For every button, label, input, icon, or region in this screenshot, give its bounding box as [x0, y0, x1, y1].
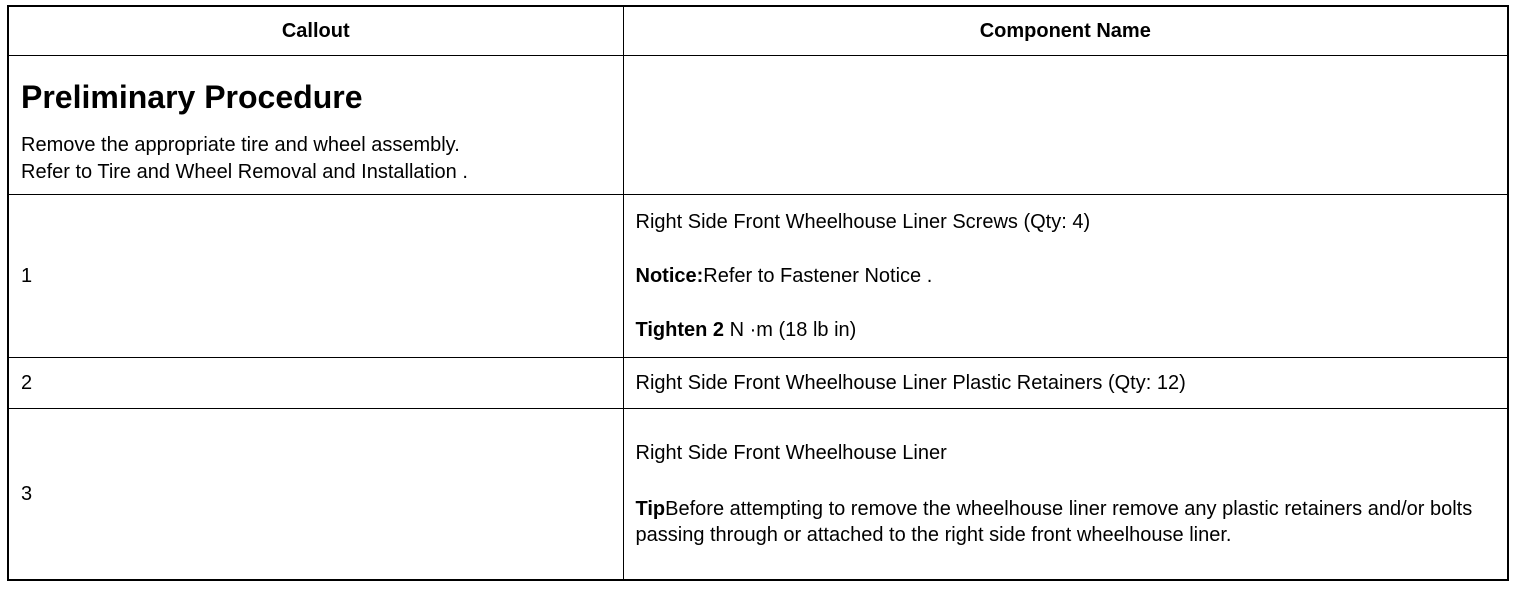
- tip-label: Tip: [635, 498, 666, 520]
- notice-text[interactable]: Refer to Fastener Notice .: [703, 265, 933, 287]
- tighten-paragraph: [636, 317, 1496, 343]
- preliminary-row: [8, 56, 1508, 195]
- tighten-label: Tighten: [635, 319, 708, 341]
- callout-cell: 1: [8, 195, 623, 358]
- notice-label: Notice:: [635, 265, 704, 287]
- component-cell: [623, 409, 1508, 581]
- header-component-name: Component Name: [623, 6, 1508, 56]
- component-name: Right Side Front Wheelhouse Liner Plastic Retainers (Qty: 12): [635, 372, 1186, 394]
- component-name: Right Side Front Wheelhouse Liner: [635, 442, 947, 464]
- preliminary-title: Preliminary Procedure: [21, 79, 363, 115]
- header-callout: Callout: [8, 6, 623, 56]
- tighten-spec: N ·m (18 lb in): [724, 319, 857, 341]
- component-name: Right Side Front Wheelhouse Liner Screws (Qty: 4): [635, 211, 1091, 233]
- component-cell: [623, 195, 1508, 358]
- preliminary-cell: [8, 56, 623, 195]
- callout-cell: 2: [8, 358, 623, 409]
- preliminary-empty-cell: [623, 56, 1508, 195]
- preliminary-line-1: Remove the appropriate tire and wheel assembly.: [21, 134, 460, 156]
- table-row: [8, 358, 1508, 409]
- callout-cell: 3: [8, 409, 623, 581]
- table-header-row: [8, 6, 1508, 56]
- table-row: [8, 195, 1508, 358]
- tip-text: Before attempting to remove the wheelhouse liner remove any plastic retainers and/or bolts passing through or attached to the right side front wheelhouse liner.: [635, 498, 1473, 546]
- preliminary-text: [21, 132, 611, 186]
- preliminary-line-2[interactable]: Refer to Tire and Wheel Removal and Installation .: [21, 161, 468, 183]
- procedure-table: [7, 5, 1509, 581]
- tip-paragraph: [636, 496, 1496, 548]
- tighten-value: 2: [707, 319, 725, 341]
- table-row: [8, 409, 1508, 581]
- notice-paragraph: [636, 263, 1496, 289]
- component-cell: [623, 358, 1508, 409]
